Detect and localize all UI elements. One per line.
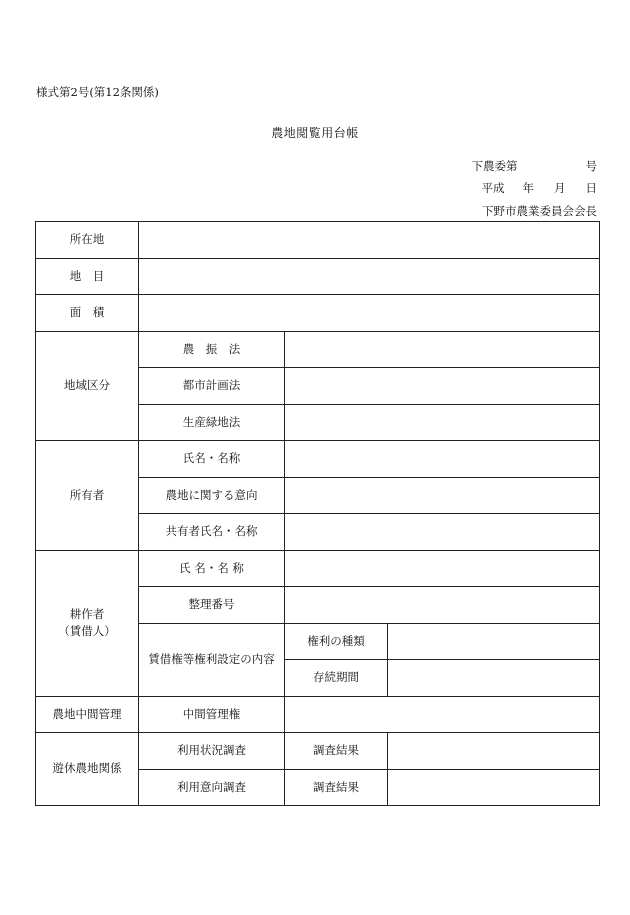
location-label: 所在地 [36,222,139,259]
intent-survey-result-value [388,769,600,806]
reference-number-label: 整理番号 [139,587,285,624]
intent-survey-label: 利用意向調査 [139,769,285,806]
day-label: 日 [585,181,597,195]
cultivator-label-line1: 耕作者 [69,606,105,621]
era-label: 平成 [481,181,505,195]
area-label: 面 積 [36,295,139,332]
location-value [139,222,600,259]
form-number: 様式第2号(第12条関係) [36,85,159,99]
zoning-label: 地域区分 [36,331,139,441]
ledger-table [35,221,600,806]
right-type-label: 権利の種類 [285,623,388,660]
table-row-land-category [36,258,600,295]
productive-green-act-label: 生産緑地法 [139,404,285,441]
intermediary-right-value [285,696,600,733]
form-title: 農地閲覧用台帳 [271,126,359,140]
date-line [397,180,597,196]
owner-intent-value [285,477,600,514]
cultivator-name-label: 氏 名・名 称 [139,550,285,587]
agri-promotion-act-value [285,331,600,368]
reference-number-value [285,587,600,624]
lease-rights-label: 賃借権等権利設定の内容 [139,623,285,696]
cultivator-label-line2: （賃借人） [58,624,116,638]
document-number-line [397,158,597,174]
usage-survey-result-label: 調査結果 [285,733,388,770]
doc-number-prefix: 下農委第 [471,159,518,173]
duration-value [388,660,600,697]
cultivator-label [36,550,139,696]
co-owner-name-label: 共有者氏名・名称 [139,514,285,551]
doc-number-suffix: 号 [585,159,597,173]
issuer-line: 下野市農業委員会会長 [482,204,597,218]
table-row-zoning-1 [36,331,600,368]
usage-survey-result-value [388,733,600,770]
co-owner-name-value [285,514,600,551]
table-row-intermediary [36,696,600,733]
right-type-value [388,623,600,660]
land-category-label: 地 目 [36,258,139,295]
owner-intent-label: 農地に関する意向 [139,477,285,514]
owner-name-label: 氏名・名称 [139,441,285,478]
month-label: 月 [554,181,566,195]
cultivator-name-value [285,550,600,587]
agri-promotion-act-label: 農 振 法 [139,331,285,368]
city-planning-act-label: 都市計画法 [139,368,285,405]
intermediary-label: 農地中間管理 [36,696,139,733]
year-label: 年 [522,181,534,195]
idle-farmland-label: 遊休農地関係 [36,733,139,806]
table-row-owner-1 [36,441,600,478]
productive-green-act-value [285,404,600,441]
table-row-location [36,222,600,259]
city-planning-act-value [285,368,600,405]
duration-label: 存続期間 [285,660,388,697]
intermediary-right-label: 中間管理権 [139,696,285,733]
owner-label: 所有者 [36,441,139,551]
table-row-area [36,295,600,332]
table-row-cultivator-1 [36,550,600,587]
usage-survey-label: 利用状況調査 [139,733,285,770]
owner-name-value [285,441,600,478]
area-value [139,295,600,332]
intent-survey-result-label: 調査結果 [285,769,388,806]
table-row-idle-1 [36,733,600,770]
land-category-value [139,258,600,295]
